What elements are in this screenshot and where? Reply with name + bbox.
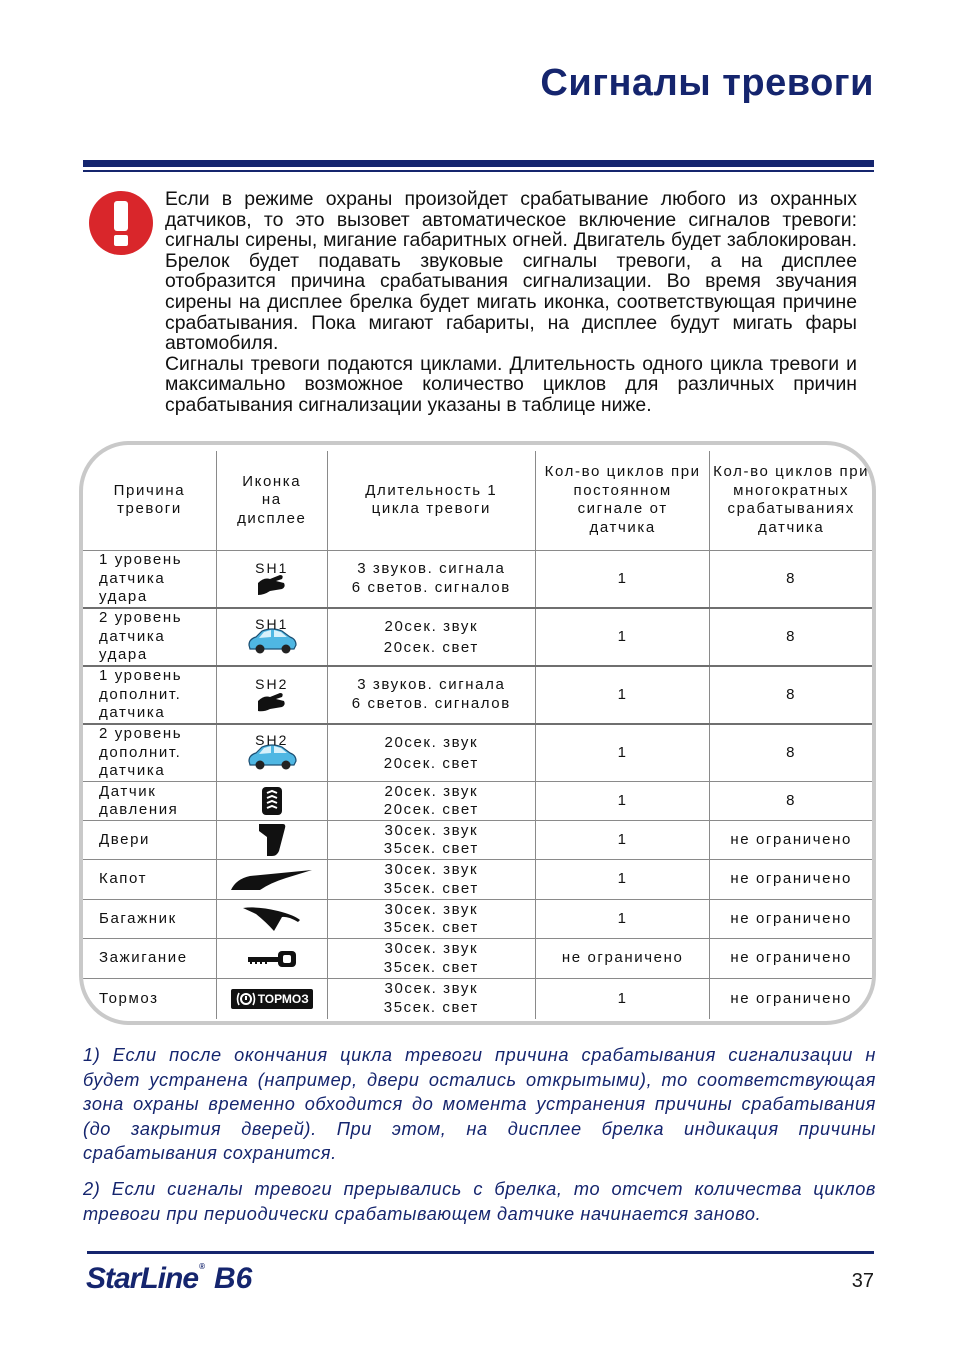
cell-cause: 1 уровень датчика удара: [83, 550, 216, 608]
table-row: [83, 608, 872, 666]
duration-light: 35сек. свет: [383, 958, 479, 976]
cell-cycles-constant: 1: [535, 550, 709, 608]
cell-icon: [216, 666, 327, 724]
door-icon: [257, 823, 287, 857]
duration-light: 6 светов. сигналов: [351, 694, 511, 712]
duration-light: 20сек. свет: [383, 754, 479, 772]
duration-light: 20сек. свет: [383, 639, 479, 656]
footnote-text: 1) Если после окончания цикла тревоги причина срабатывания сигнализации н будет устранена (например, двери остались открытыми), то соответствующая зона охраны временно обходится до момента устранения причины срабатывания (до закрытия дверей). При этом, на дисплее брелка индикация причины срабатывания сохранится.: [83, 1045, 876, 1163]
cell-cause: 2 уровень дополнит. датчика: [83, 724, 216, 782]
cell-duration: [327, 550, 535, 608]
table-row: [83, 860, 872, 900]
cell-icon: [216, 724, 327, 782]
cell-icon: [216, 860, 327, 900]
table-header-row: [83, 451, 872, 550]
cell-cycles-repeated: 8: [710, 782, 872, 821]
cell-cycles-constant: 1: [535, 724, 709, 782]
footnote-2: [83, 1177, 876, 1226]
table-row: [83, 939, 872, 979]
footnote-text: 2) Если сигналы тревоги прерывались с брелка, то отсчет количества циклов тревоги при периодически срабатывающем датчике начинается заново.: [83, 1179, 876, 1224]
shock-hand-icon: [250, 561, 294, 597]
icon-label: SH2: [255, 675, 289, 692]
duration-light: 35сек. свет: [383, 879, 479, 897]
table-row: [83, 666, 872, 724]
cell-cause: Зажигание: [83, 939, 216, 979]
ignition-key-icon: [247, 949, 297, 969]
trunk-icon: [242, 906, 302, 932]
cell-cycles-constant: 1: [535, 821, 709, 860]
warning-exclamation-icon: [88, 190, 154, 256]
intro-paragraph: Сигналы тревоги подаются циклами. Длительность одного цикла тревоги и максимально возможное количество циклов для различных причин срабатывания сигнализации указаны в таблице ниже.: [165, 352, 857, 416]
duration-sound: 20сек. звук: [384, 782, 479, 800]
cell-cause: Багажник: [83, 900, 216, 939]
table-row: [83, 724, 872, 782]
cell-cycles-constant: 1: [535, 782, 709, 821]
cell-cycles-repeated: не ограничено: [710, 979, 872, 1019]
icon-label: SH2: [255, 731, 289, 748]
footer-rule: [87, 1251, 874, 1254]
brake-icon: [231, 989, 313, 1009]
cell-cycles-constant: 1: [535, 666, 709, 724]
table-row: [83, 900, 872, 939]
cell-icon: [216, 608, 327, 666]
cell-cycles-repeated: не ограничено: [710, 821, 872, 860]
brand-name: StarLine: [86, 1262, 199, 1295]
duration-sound: 30сек. звук: [384, 940, 479, 957]
header-cycles-constant: Кол-во циклов при постоянном сигнале от датчика: [535, 451, 709, 550]
cell-cycles-repeated: не ограничено: [710, 860, 872, 900]
header-duration: Длительность 1 цикла тревоги: [327, 451, 535, 550]
header-cycles-repeated: Кол-во циклов при многократных срабатываниях датчика: [710, 451, 872, 550]
car-icon: [246, 617, 298, 657]
duration-sound: 30сек. звук: [384, 980, 479, 998]
duration-sound: 30сек. звук: [384, 900, 479, 918]
cell-duration: [327, 724, 535, 782]
cell-icon: [216, 550, 327, 608]
cell-icon: [216, 939, 327, 979]
header-rule-thin: [83, 170, 874, 172]
duration-light: 6 светов. сигналов: [351, 578, 511, 596]
pressure-sensor-icon: [261, 786, 283, 816]
page-title: Сигналы тревоги: [540, 62, 874, 104]
icon-label: SH1: [255, 559, 289, 576]
header-cause: Причина тревоги: [83, 451, 216, 550]
cell-cycles-repeated: не ограничено: [710, 939, 872, 979]
duration-light: 20сек. свет: [383, 801, 479, 818]
cell-cycles-constant: 1: [535, 860, 709, 900]
cell-cause: Тормоз: [83, 979, 216, 1019]
cell-cause: Капот: [83, 860, 216, 900]
cell-icon: [216, 979, 327, 1019]
cell-duration: [327, 608, 535, 666]
table-row: [83, 550, 872, 608]
cell-duration: [327, 939, 535, 979]
cell-cycles-repeated: 8: [710, 550, 872, 608]
cell-cycles-constant: не ограничено: [535, 939, 709, 979]
cell-cause: Двери: [83, 821, 216, 860]
cell-icon: [216, 900, 327, 939]
duration-light: 35сек. свет: [383, 919, 479, 936]
cell-icon: [216, 821, 327, 860]
hood-icon: [230, 869, 314, 891]
cell-cycles-repeated: 8: [710, 666, 872, 724]
cell-cycles-constant: 1: [535, 608, 709, 666]
intro-text: [165, 189, 857, 416]
car-icon: [246, 733, 298, 773]
cell-cause: 1 уровень дополнит. датчика: [83, 666, 216, 724]
cell-cause: 2 уровень датчика удара: [83, 608, 216, 666]
brand-model: B6: [213, 1262, 253, 1295]
brake-label: ТОРМОЗ: [257, 991, 309, 1006]
brand-logo: [86, 1262, 252, 1296]
shock-hand-icon: [250, 677, 294, 713]
intro-paragraph: Если в режиме охраны произойдет срабатывание любого из охранных датчиков, то это вызовет автоматическое включение сигналов тревоги: сигналы сирены, мигание габаритных огней. Двигатель будет заблокирован. Брелок будет подавать звуковые сигналы тревоги, а на дисплее отобразится причина срабатывания сигнализации. Во время звучания сирены на дисплее брелка будет мигать иконка, соответствующая причине срабатывания. Пока мигают габариты, на дисплее будут мигать фары автомобиля.: [165, 188, 857, 355]
cell-duration: [327, 666, 535, 724]
duration-light: 35сек. свет: [383, 840, 479, 857]
alarm-table-frame: [79, 441, 876, 1025]
duration-light: 35сек. свет: [383, 998, 479, 1016]
duration-sound: 30сек. звук: [384, 821, 479, 839]
table-row: [83, 979, 872, 1019]
cell-cycles-repeated: 8: [710, 608, 872, 666]
cell-duration: [327, 821, 535, 860]
cell-duration: [327, 860, 535, 900]
cell-cycles-constant: 1: [535, 900, 709, 939]
page-number: 37: [851, 1270, 874, 1292]
alarm-signals-table: [83, 451, 872, 1019]
duration-sound: 3 звуков. сигнала: [357, 560, 506, 578]
cell-duration: [327, 782, 535, 821]
cell-cycles-repeated: не ограничено: [710, 900, 872, 939]
table-row: [83, 782, 872, 821]
cell-duration: [327, 900, 535, 939]
header-icon: Иконка на дисплее: [216, 451, 327, 550]
duration-sound: 30сек. звук: [384, 861, 479, 878]
header-rule: [83, 160, 874, 167]
duration-sound: 20сек. звук: [384, 618, 479, 635]
cell-cycles-constant: 1: [535, 979, 709, 1019]
table-row: [83, 821, 872, 860]
brand-reg-mark: ®: [199, 1262, 204, 1271]
duration-sound: 20сек. звук: [384, 733, 479, 751]
cell-cycles-repeated: 8: [710, 724, 872, 782]
duration-sound: 3 звуков. сигнала: [357, 676, 506, 694]
cell-duration: [327, 979, 535, 1019]
cell-cause: Датчик давления: [83, 782, 216, 821]
cell-icon: [216, 782, 327, 821]
icon-label: SH1: [255, 616, 289, 632]
footnote-1: [83, 1043, 876, 1166]
